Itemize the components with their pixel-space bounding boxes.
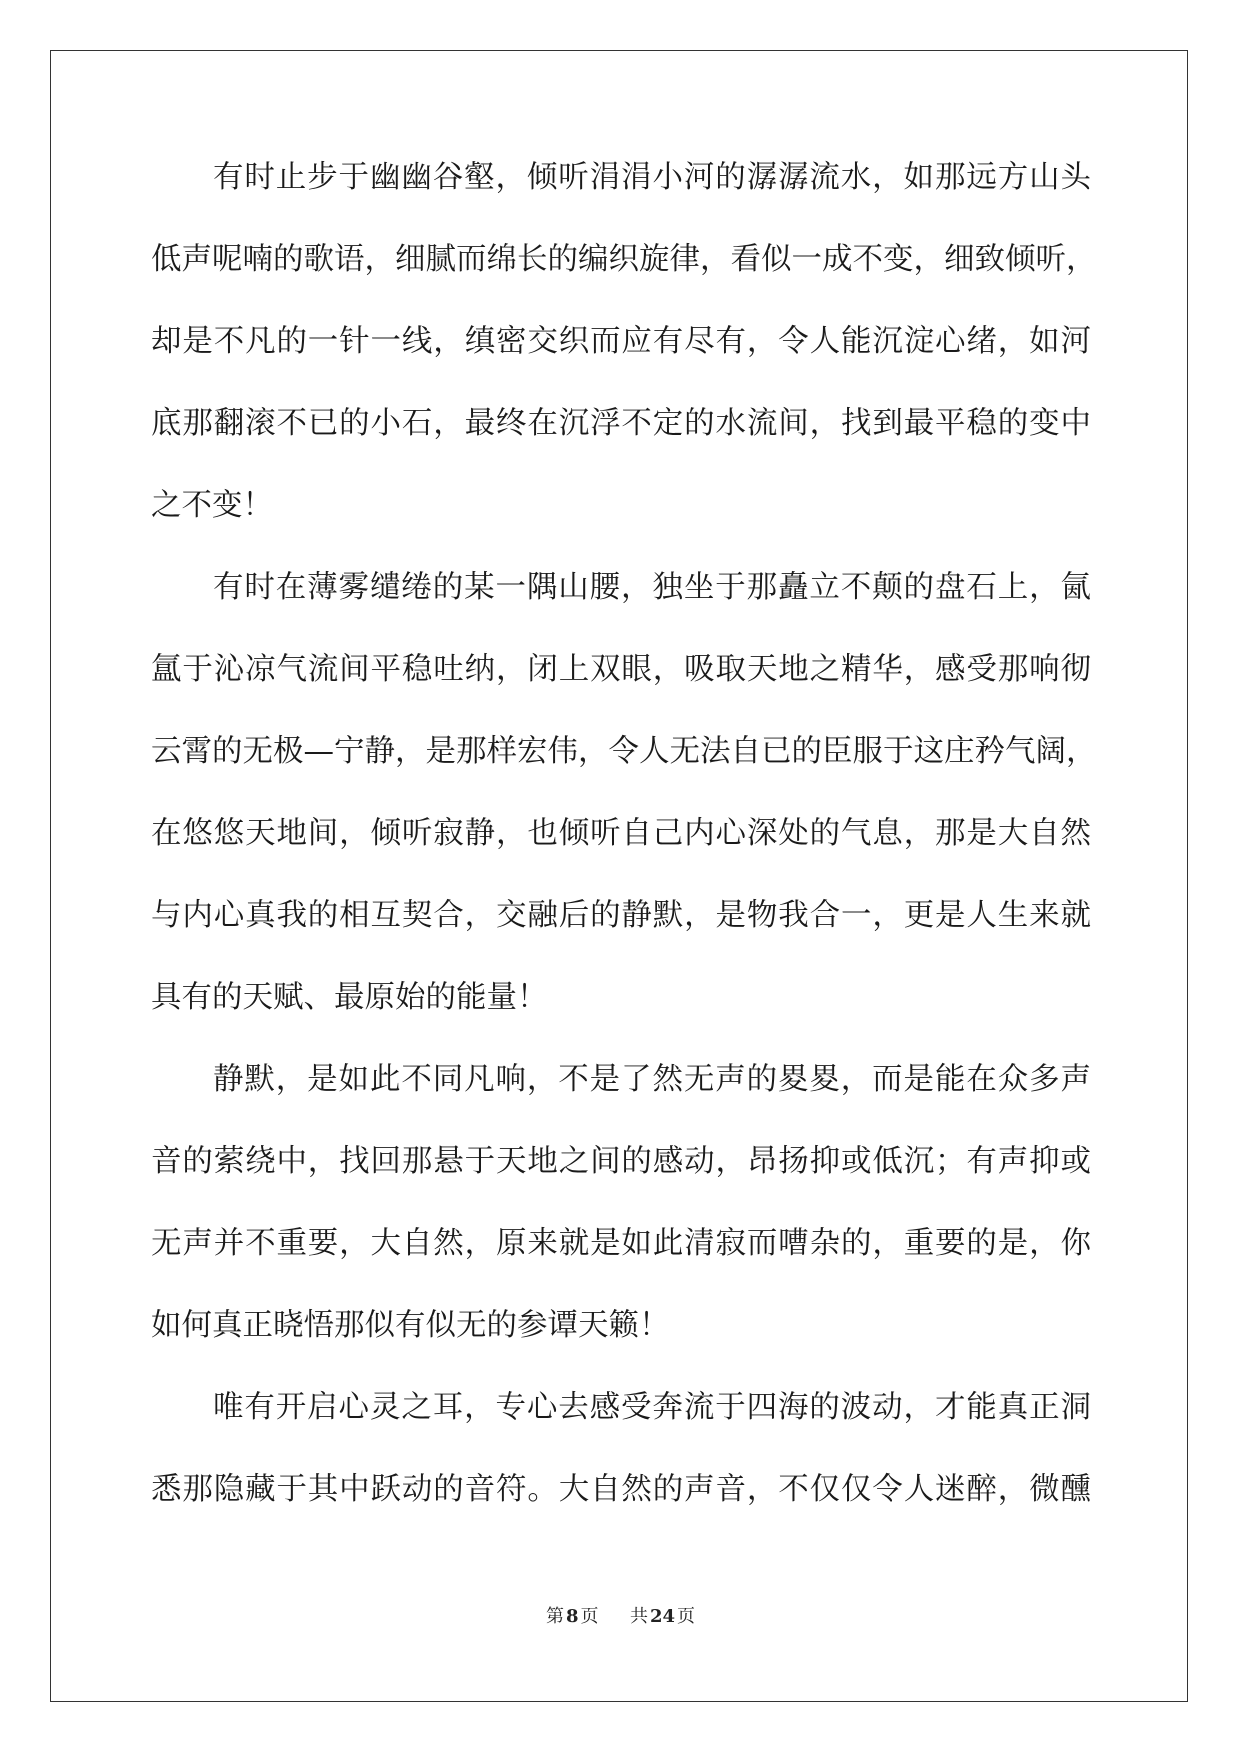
total-prefix: 共 — [629, 1606, 648, 1627]
paragraph-2-line-4: 在悠悠天地间，倾听寂静，也倾听自己内心深处的气息，那是大自然 — [151, 816, 1091, 851]
paragraph-3-line-2: 音的萦绕中，找回那悬于天地之间的感动，昂扬抑或低沉；有声抑或 — [151, 1144, 1091, 1179]
paragraph-3-line-3: 无声并不重要，大自然，原来就是如此清寂而嘈杂的，重要的是，你 — [151, 1226, 1091, 1261]
paragraph-2-line-1: 有时在薄雾缱绻的某一隅山腰，独坐于那矗立不颠的盘石上，氤 — [213, 570, 1091, 605]
page-number: 8 — [565, 1606, 579, 1627]
paragraph-1-line-5: 之不变！ — [151, 488, 273, 523]
paragraph-3-line-1: 静默，是如此不同凡响，不是了然无声的畟畟，而是能在众多声 — [213, 1062, 1091, 1097]
paragraph-1-line-1: 有时止步于幽幽谷壑，倾听涓涓小河的潺潺流水，如那远方山头 — [213, 160, 1091, 195]
page-prefix: 第 — [545, 1606, 564, 1627]
total-pages-label — [630, 1602, 695, 1628]
body-text — [151, 158, 1097, 1552]
paragraph-2-line-5: 与内心真我的相互契合，交融后的静默，是物我合一，更是人生来就 — [151, 898, 1091, 933]
paragraph-3-line-4: 如何真正晓悟那似有似无的参谭天籁！ — [151, 1308, 670, 1343]
paragraph-2-line-6: 具有的天赋、最原始的能量！ — [151, 980, 548, 1015]
paragraph-1-line-4: 底那翻滚不已的小石，最终在沉浮不定的水流间，找到最平稳的变中 — [151, 406, 1091, 441]
paragraph-2-line-2: 氲于沁凉气流间平稳吐纳，闭上双眼，吸取天地之精华，感受那响彻 — [151, 652, 1091, 687]
total-suffix: 页 — [677, 1606, 696, 1627]
total-pages: 24 — [649, 1606, 676, 1627]
paragraph-4-line-2: 悉那隐藏于其中跃动的音符。大自然的声音，不仅仅令人迷醉，微醺 — [151, 1472, 1091, 1507]
page-number-label — [546, 1602, 599, 1628]
paragraph-2-line-3: 云霄的无极—宁静，是那样宏伟，令人无法自已的臣服于这庄矜气阔， — [151, 734, 1097, 769]
page-footer — [0, 1602, 1241, 1628]
paragraph-1-line-3: 却是不凡的一针一线，缜密交织而应有尽有，令人能沉淀心绪，如河 — [151, 324, 1091, 359]
paragraph-1-line-2: 低声呢喃的歌语，细腻而绵长的编织旋律，看似一成不变，细致倾听， — [151, 242, 1097, 277]
page-suffix: 页 — [580, 1606, 599, 1627]
paragraph-4-line-1: 唯有开启心灵之耳，专心去感受奔流于四海的波动，才能真正洞 — [213, 1390, 1091, 1425]
